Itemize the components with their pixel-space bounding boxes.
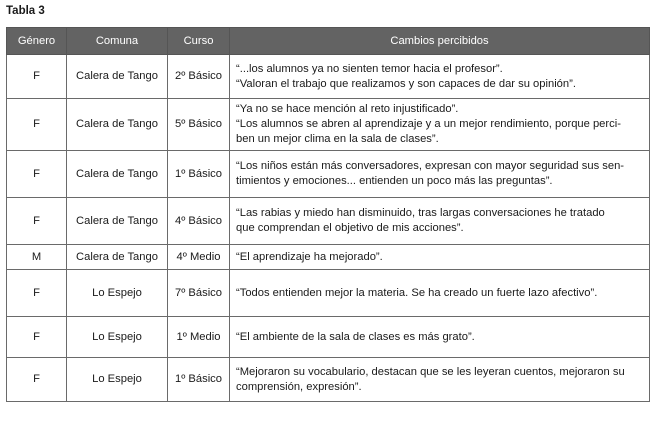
quote-line: “Valoran el trabajo que realizamos y son capaces de dar su opinión”. <box>236 77 576 90</box>
cell-comuna: Lo Espejo <box>67 270 168 317</box>
table-row <box>7 55 650 99</box>
table-caption: Tabla 3 <box>6 5 45 17</box>
cell-genero: M <box>7 245 67 270</box>
perceived-changes-table <box>6 27 650 402</box>
quote-line: “Los alumnos se abren al aprendizaje y a un mejor rendimiento, porque perci- <box>236 118 621 130</box>
table-row <box>7 99 650 151</box>
cell-curso: 1º Básico <box>168 151 230 198</box>
header-genero: Género <box>7 28 67 55</box>
quote-line: “El aprendizaje ha mejorado”. <box>236 250 383 263</box>
cell-genero: F <box>7 55 67 99</box>
quote-line: “...los alumnos ya no sienten temor hacia el profesor”. <box>236 62 503 75</box>
table-row <box>7 317 650 358</box>
header-comuna: Comuna <box>67 28 168 55</box>
cell-comuna: Calera de Tango <box>67 55 168 99</box>
cell-cambios <box>230 99 650 151</box>
quote-line: “Las rabias y miedo han disminuido, tras largas conversaciones he tratado <box>236 207 605 219</box>
cell-curso: 7º Básico <box>168 270 230 317</box>
cell-cambios <box>230 317 650 358</box>
header-row <box>7 28 650 55</box>
cell-cambios <box>230 198 650 245</box>
cell-genero: F <box>7 358 67 402</box>
cell-genero: F <box>7 99 67 151</box>
header-cambios: Cambios percibidos <box>230 28 650 55</box>
cell-curso: 4º Medio <box>168 245 230 270</box>
table-row <box>7 358 650 402</box>
cell-cambios <box>230 245 650 270</box>
cell-genero: F <box>7 270 67 317</box>
cell-comuna: Calera de Tango <box>67 245 168 270</box>
table-body <box>7 55 650 402</box>
quote-line: “El ambiente de la sala de clases es más grato”. <box>236 330 475 343</box>
cell-curso: 1º Medio <box>168 317 230 358</box>
cell-cambios <box>230 151 650 198</box>
cell-comuna: Lo Espejo <box>67 358 168 402</box>
quote-line: “Todos entienden mejor la materia. Se ha creado un fuerte lazo afectivo”. <box>236 286 598 299</box>
header-curso: Curso <box>168 28 230 55</box>
cell-genero: F <box>7 151 67 198</box>
quote-line: “Los niños están más conversadores, expresan con mayor seguridad sus sen- <box>236 160 625 172</box>
cell-cambios <box>230 55 650 99</box>
quote-line: “Ya no se hace mención al reto injustificado”. <box>236 103 459 115</box>
cell-cambios <box>230 358 650 402</box>
cell-comuna: Calera de Tango <box>67 198 168 245</box>
cell-curso: 1º Básico <box>168 358 230 402</box>
cell-genero: F <box>7 198 67 245</box>
cell-comuna: Lo Espejo <box>67 317 168 358</box>
table-row <box>7 198 650 245</box>
quote-line: “Mejoraron su vocabulario, destacan que se les leyeran cuentos, mejoraron su <box>236 365 625 378</box>
table-header <box>7 28 650 55</box>
cell-curso: 4º Básico <box>168 198 230 245</box>
cell-genero: F <box>7 317 67 358</box>
cell-comuna: Calera de Tango <box>67 99 168 151</box>
table-row <box>7 151 650 198</box>
quote-line: que comprendan el objetivo de mis acciones”. <box>236 222 464 234</box>
table-row <box>7 245 650 270</box>
quote-line: ben un mejor clima en la sala de clases”. <box>236 133 439 145</box>
cell-comuna: Calera de Tango <box>67 151 168 198</box>
cell-curso: 2º Básico <box>168 55 230 99</box>
quote-line: timientos y emociones... entienden un poco más las preguntas”. <box>236 175 553 187</box>
cell-cambios <box>230 270 650 317</box>
cell-curso: 5º Básico <box>168 99 230 151</box>
table-row <box>7 270 650 317</box>
quote-line: comprensión, expresión”. <box>236 380 362 393</box>
